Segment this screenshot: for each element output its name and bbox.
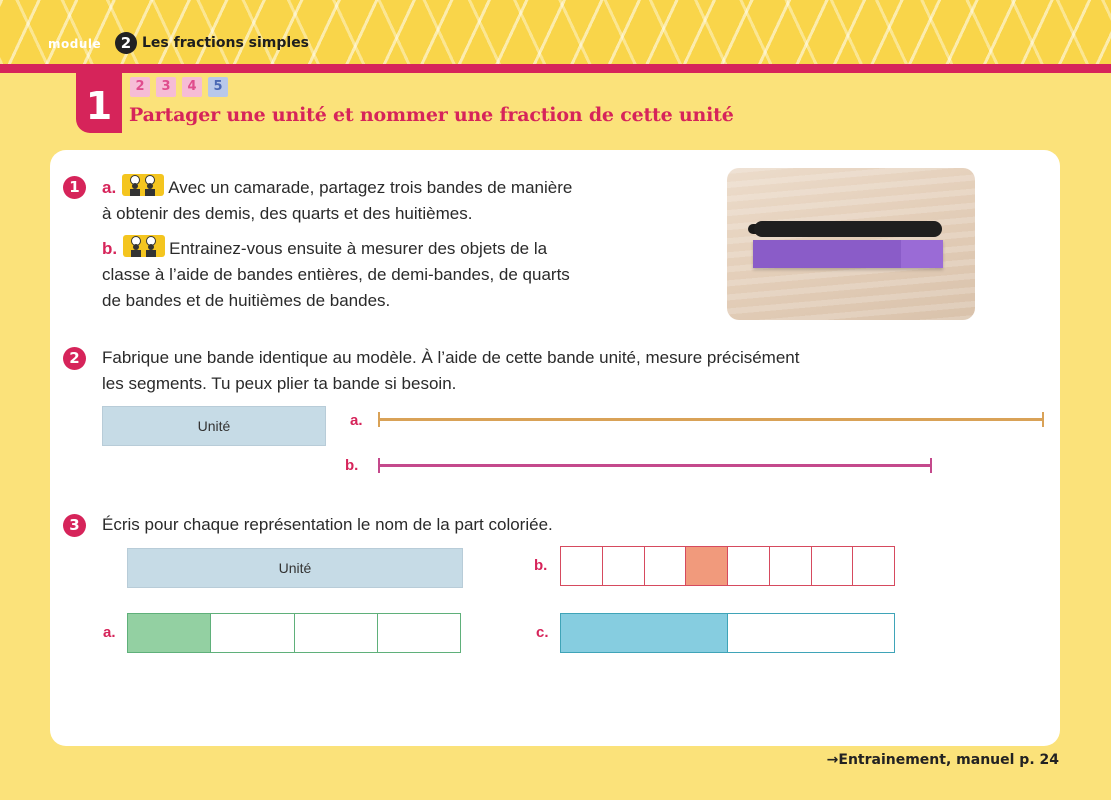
fraction-part [686, 547, 728, 585]
purple-paper-strip [753, 240, 943, 268]
exercise-2-text [102, 345, 1032, 397]
section-number: 1 [76, 73, 122, 133]
exercise-3-text: Écris pour chaque représentation le nom de la part coloriée. [102, 515, 553, 534]
segment-b-label: b. [345, 457, 359, 474]
fraction-part [645, 547, 687, 585]
fraction-part [295, 614, 378, 652]
fraction-part [128, 614, 211, 652]
fraction-strip-c [560, 613, 895, 653]
exercise-1b-line2: classe à l’aide de bandes entières, de demi-bandes, de quarts [102, 265, 570, 284]
exercise-1b-line3: de bandes et de huitièmes de bandes. [102, 291, 391, 310]
section-tab-2[interactable]: 2 [130, 77, 150, 97]
exercise-2-badge: 2 [63, 347, 86, 370]
exercise-1b-text [102, 235, 722, 314]
fraction-part [728, 614, 894, 652]
strip-b-label: b. [534, 557, 548, 574]
exercise-2-line2: les segments. Tu peux plier ta bande si besoin. [102, 374, 457, 393]
strip-c-label: c. [536, 624, 549, 641]
page-header [0, 0, 1111, 64]
pair-work-icon [123, 235, 165, 257]
fraction-strip-a [127, 613, 461, 653]
exercise-1b-line1: Entrainez-vous ensuite à mesurer des objets de la [169, 239, 548, 258]
exercise-1-badge: 1 [63, 176, 86, 199]
exercise-1b-label: b. [102, 239, 118, 258]
section-title: Partager une unité et nommer une fraction de cette unité [129, 104, 734, 126]
fraction-part [728, 547, 770, 585]
unit-strip: Unité [102, 406, 326, 446]
fraction-part [603, 547, 645, 585]
fraction-strip-b [560, 546, 895, 586]
fraction-part [812, 547, 854, 585]
fraction-part [378, 614, 460, 652]
segment-a-label: a. [350, 412, 363, 429]
exercise-1a-text [102, 174, 722, 227]
fraction-part [770, 547, 812, 585]
manual-reference-link[interactable]: →Entrainement, manuel p. 24 [826, 752, 1059, 768]
segment-a [378, 418, 1044, 421]
module-number-badge: 2 [115, 32, 137, 54]
fraction-part [561, 614, 728, 652]
module-title: Les fractions simples [142, 35, 310, 51]
unit-strip-3: Unité [127, 548, 463, 588]
marker-pen [754, 221, 942, 237]
fraction-part [211, 614, 294, 652]
pair-work-icon [122, 174, 164, 196]
section-tab-5[interactable]: 5 [208, 77, 228, 97]
strip-a-label: a. [103, 624, 116, 641]
fraction-part [853, 547, 894, 585]
exercise-3-badge: 3 [63, 514, 86, 537]
exercise-1a-line1: Avec un camarade, partagez trois bandes de manière [168, 178, 573, 197]
exercise-2-line1: Fabrique une bande identique au modèle. À l’aide de cette bande unité, mesure précisément [102, 348, 800, 367]
module-label: module [48, 37, 102, 51]
exercise-1a-label: a. [102, 178, 117, 197]
section-tabs [130, 77, 228, 97]
section-tab-3[interactable]: 3 [156, 77, 176, 97]
exercise-1a-line2: à obtenir des demis, des quarts et des huitièmes. [102, 204, 473, 223]
header-divider [0, 64, 1111, 73]
fraction-part [561, 547, 603, 585]
section-tab-4[interactable]: 4 [182, 77, 202, 97]
segment-b [378, 464, 932, 467]
